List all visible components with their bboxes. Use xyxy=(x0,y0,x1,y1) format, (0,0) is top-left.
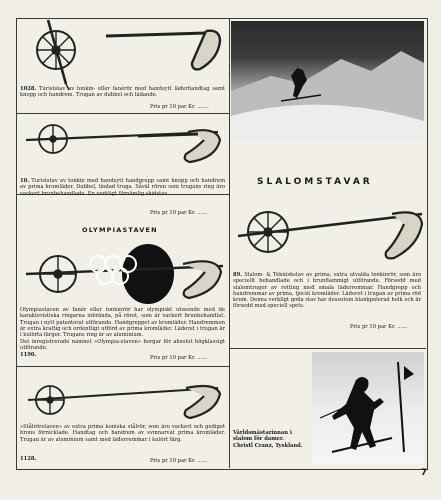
olympiastaven-heading: OLYMPIASTAVEN xyxy=(82,226,158,234)
photo-caption xyxy=(233,430,308,449)
divider xyxy=(229,348,426,349)
product-number: 1190. xyxy=(20,352,37,358)
caption-line-1: Världsmästarinnan i slalom för damer. xyxy=(233,430,292,443)
product-note-text: Det inregistrerade namnet »Olympia-staven» borgar för absolut högklassigt utförande. xyxy=(20,339,225,352)
divider xyxy=(16,113,229,114)
product-price: Pris pr 10 par Kr. ....... xyxy=(150,104,209,110)
skier-mountain-photo xyxy=(231,21,424,141)
product-description xyxy=(20,178,225,197)
product-price: Pris pr 10 par Kr. ...... xyxy=(150,210,208,216)
product-text: »Stålrörstaven» av extra prima koniska stålrör, som äro vackert och gediget brons förnicklade. Handtag och handrem av svinnarvat prima kromläder. Trugan är av aluminium samt med läderremmar i kulört färg. xyxy=(20,424,225,443)
divider xyxy=(16,366,229,367)
product-number: 10. xyxy=(20,178,30,184)
slalomstavar-heading: SLALOMSTAVAR xyxy=(257,177,373,187)
product-description xyxy=(20,86,225,99)
product-price: Pris pr 10 par Kr. ...... xyxy=(350,324,408,330)
product-description xyxy=(20,307,225,338)
turiststav-10-illustration xyxy=(18,118,228,170)
slalom-description xyxy=(233,272,421,310)
product-number: 1128. xyxy=(20,456,37,462)
stalrorstaven-illustration xyxy=(18,372,228,422)
column-divider xyxy=(229,18,230,468)
product-text: Olympiastaven av fanér eller tonkinrör har olympiskt utseende med de karakteristiska ringarna inbrända, på röret, som är vackert brunbehandlat. Trugan i nytt patenterat utförande. Handgreppet av kromläder. Handremmen är extra kraftig och ordentligt utförd av prima kromläder. Läderet i trugan är i kulörta färger. Trugans ring är av aluminium. xyxy=(20,307,225,339)
olympiastaven-illustration xyxy=(18,234,228,306)
product-note xyxy=(20,339,225,352)
product-number: 1028. xyxy=(20,86,37,92)
product-text: Turiststav av tonkin med handsytt handgrepp samt knopp och handrem av prima kromläder. Dubbel, lindad truga. Såväl rören som trugans ring äro vackert brunbehandlade. En verkligt förnämlig skidstav. xyxy=(20,178,225,197)
caption-line-2: Christl Cranz, Tyskland. xyxy=(233,442,303,449)
product-number: 89. xyxy=(233,272,243,278)
product-price: Pris pr 10 par Kr. ...... xyxy=(150,355,208,361)
product-text: Turiststav av tonkin- eller fanérör med handsytt läderhandtag samt knopp och handrem. Trugan av dubbel och lädande. xyxy=(20,86,226,99)
slalom-skier-photo xyxy=(312,352,424,464)
page-number: 7 xyxy=(420,468,427,478)
product-description xyxy=(20,424,225,443)
slalomstav-illustration xyxy=(232,200,424,270)
product-text: Slalom- & Tekniskstav av prima, extra utvalda tonkinrör, som äro speciellt behandlade och i brunflammigt utförande. Försedd med slalomtrugor av rotting med smala läderremmar. Handgrepp och handremmar av prima, tjockt kromläder. Läderet i trugan av prima röd krom. Denna verkligt goda stav har dessutom blankpolerad holk och är försedd med speciell spets. xyxy=(233,272,421,310)
product-price: Pris pr 10 par Kr. ...... xyxy=(150,458,208,464)
turiststav-1028-illustration xyxy=(18,22,228,88)
